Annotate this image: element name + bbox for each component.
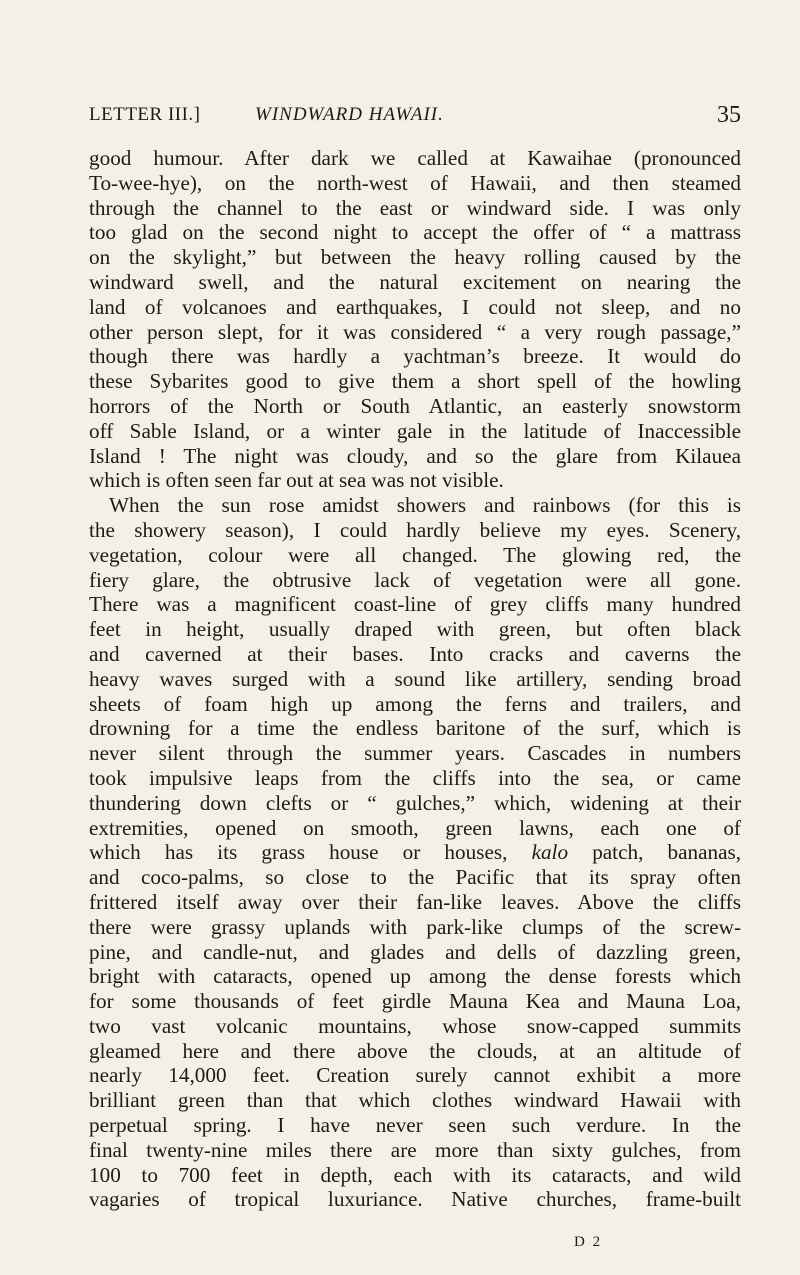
text-line: final twenty-nine miles there are more than sixty gulches, from xyxy=(89,1137,741,1162)
text-segment: patch, bananas, xyxy=(592,840,742,865)
text-line: these Sybarites good to give them a short spell of the howling xyxy=(89,369,741,394)
text-line: thundering down clefts or “ gulches,” which, widening at their xyxy=(89,790,741,815)
text-line: good humour. After dark we called at Kawaihae (pronounced xyxy=(89,146,741,170)
running-title: WINDWARD HAWAII. xyxy=(255,104,444,125)
text-line: perpetual spring. I have never seen such verdure. In the xyxy=(89,1113,741,1138)
text-line: fiery glare, the obtrusive lack of vegetation were all gone. xyxy=(89,567,741,592)
text-line: there were grassy uplands with park-like clumps of the screw- xyxy=(89,914,741,939)
text-line: 100 to 700 feet in depth, each with its cataracts, and wild xyxy=(89,1162,741,1187)
text-line: extremities, opened on smooth, green lawns, each one of xyxy=(89,815,741,840)
running-header xyxy=(89,98,741,138)
text-line: for some thousands of feet girdle Mauna Kea and Mauna Loa, xyxy=(89,989,741,1014)
text-line: the showery season), I could hardly believe my eyes. Scenery, xyxy=(89,517,741,542)
text-line-with-italic xyxy=(89,840,741,865)
text-line: sheets of foam high up among the ferns and trailers, and xyxy=(89,691,741,716)
text-line: frittered itself away over their fan-like leaves. Above the cliffs xyxy=(89,889,741,914)
text-line: horrors of the North or South Atlantic, an easterly snowstorm xyxy=(89,393,741,418)
text-line: through the channel to the east or windward side. I was only xyxy=(89,195,741,220)
text-line: two vast volcanic mountains, whose snow-capped summits xyxy=(89,1013,741,1038)
text-line: never silent through the summer years. Cascades in numbers xyxy=(89,741,741,766)
text-line: took impulsive leaps from the cliffs into the sea, or came xyxy=(89,765,741,790)
text-line: Island ! The night was cloudy, and so the glare from Kilauea xyxy=(89,443,741,468)
text-line: vagaries of tropical luxuriance. Native churches, frame-built xyxy=(89,1187,741,1212)
text-line: pine, and candle-nut, and glades and dells of dazzling green, xyxy=(89,939,741,964)
text-line: gleamed here and there above the clouds, at an altitude of xyxy=(89,1038,741,1063)
text-line: which is often seen far out at sea was not visible. xyxy=(89,468,504,493)
text-line: off Sable Island, or a winter gale in the latitude of Inaccessible xyxy=(89,418,741,443)
text-line: There was a magnificent coast-line of grey cliffs many hundred xyxy=(89,592,741,617)
text-segment: which has its grass house or houses, xyxy=(89,840,508,865)
text-line: on the skylight,” but between the heavy rolling caused by the xyxy=(89,245,741,270)
page-number: 35 xyxy=(717,102,741,128)
text-line xyxy=(89,1212,741,1237)
text-line: land of volcanoes and earthquakes, I could not sleep, and no xyxy=(89,294,741,319)
text-line: To-wee-hye), on the north-west of Hawaii, and then steamed xyxy=(89,170,741,195)
chapter-label: LETTER III.] xyxy=(89,104,201,125)
body-text xyxy=(89,146,741,1237)
text-line: too glad on the second night to accept the offer of “ a mattrass xyxy=(89,220,741,245)
text-line: feet in height, usually draped with green, but often black xyxy=(89,617,741,642)
text-line: other person slept, for it was considered “ a very rough passage,” xyxy=(89,319,741,344)
text-line: nearly 14,000 feet. Creation surely cannot exhibit a more xyxy=(89,1063,741,1088)
text-line: and coco-palms, so close to the Pacific that its spray often xyxy=(89,865,741,890)
text-line: brilliant green than that which clothes windward Hawaii with xyxy=(89,1088,741,1113)
signature-mark: D 2 xyxy=(574,1234,603,1250)
text-line: drowning for a time the endless baritone of the surf, which is xyxy=(89,716,741,741)
paragraph-start-line: When the sun rose amidst showers and rainbows (for this is xyxy=(109,493,741,518)
text-line: vegetation, colour were all changed. The glowing red, the xyxy=(89,542,741,567)
text-line: though there was hardly a yachtman’s breeze. It would do xyxy=(89,344,741,369)
text-line: and caverned at their bases. Into cracks and caverns the xyxy=(89,641,741,666)
text-line: windward swell, and the natural excitement on nearing the xyxy=(89,269,741,294)
italic-word: kalo xyxy=(531,840,569,865)
text-line: bright with cataracts, opened up among the dense forests which xyxy=(89,964,741,989)
text-line: heavy waves surged with a sound like artillery, sending broad xyxy=(89,666,741,691)
